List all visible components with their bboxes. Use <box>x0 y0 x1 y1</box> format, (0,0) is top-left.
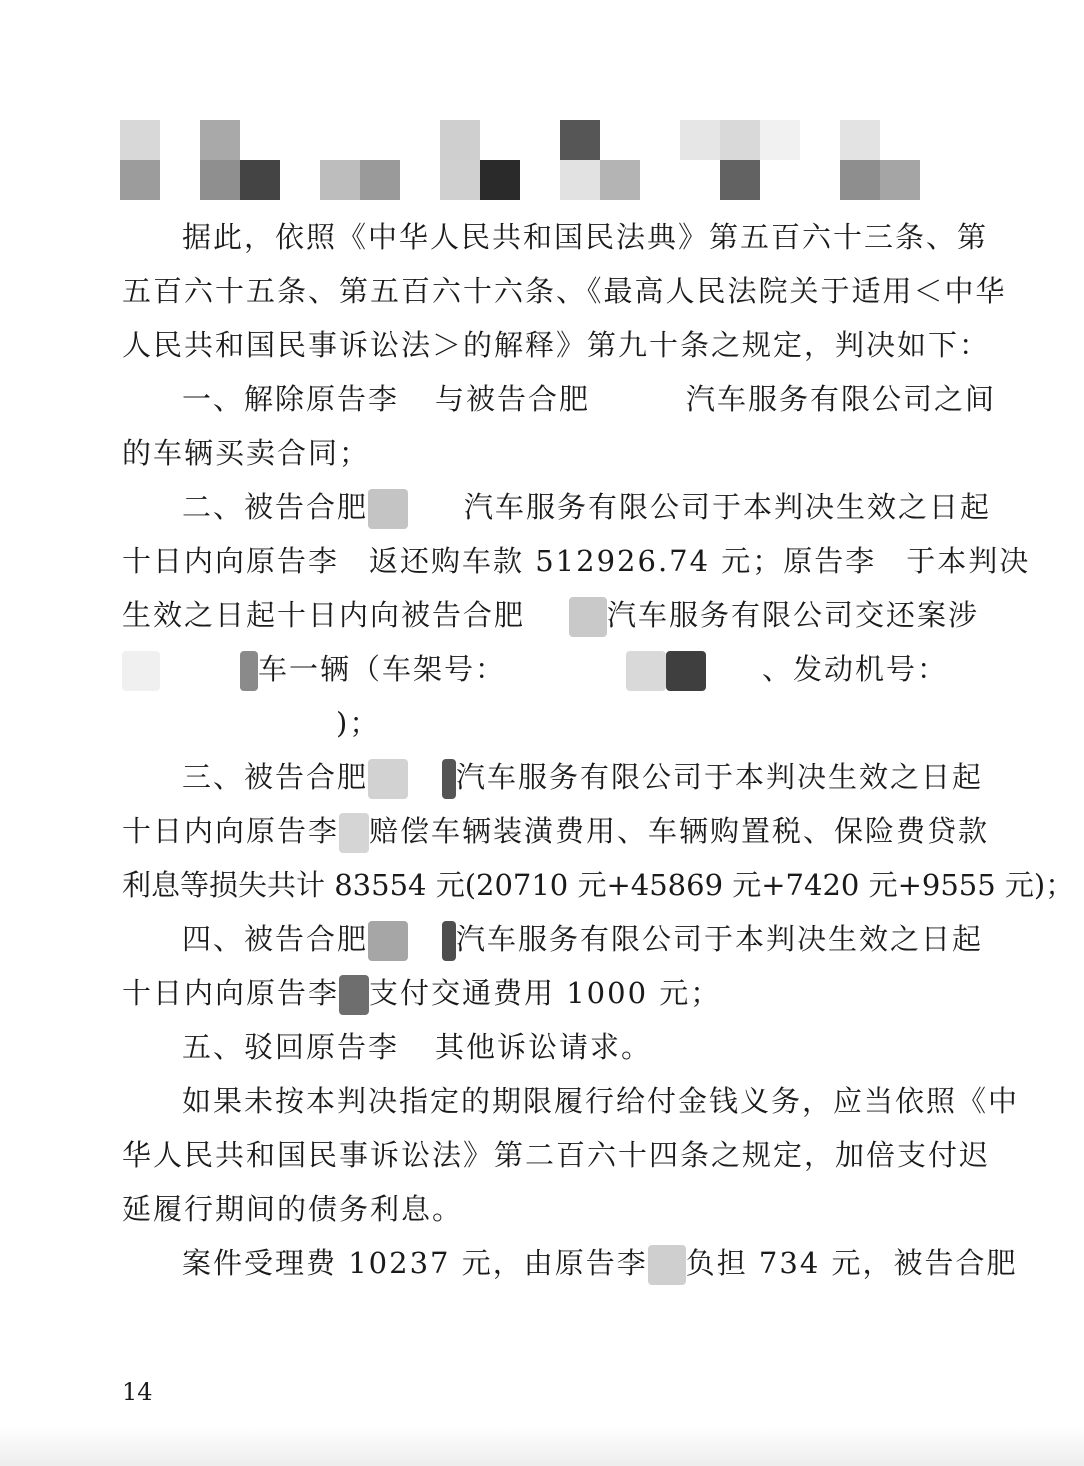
text-line: 二、被告合肥 汽车服务有限公司于本判决生效之日起 <box>122 480 967 534</box>
text-line: 华人民共和国民事诉讼法》第二百六十四条之规定，加倍支付迟 <box>122 1138 991 1172</box>
redacted-block <box>122 651 160 691</box>
redacted-block <box>339 975 369 1015</box>
text-line: 生效之日起十日内向被告合肥 汽车服务有限公司交还案涉 <box>122 588 967 642</box>
redacted-block <box>368 921 408 961</box>
text-line: 五百六十五条、第五百六十六条、《最高人民法院关于适用＜中华 <box>122 274 1007 308</box>
redacted-block <box>442 759 456 799</box>
text-line: 车一辆（车架号： 、发动机号： <box>122 642 967 696</box>
redacted-block <box>339 813 369 853</box>
redacted-block <box>240 651 258 691</box>
page-number: 14 <box>122 1378 153 1406</box>
text-line: 利息等损失共计 83554 元(20710 元+45869 元+7420 元+9555 元)； <box>122 868 1075 902</box>
redacted-block <box>368 489 408 529</box>
page-edge-shadow <box>0 1426 1084 1466</box>
redacted-block <box>666 651 706 691</box>
redacted-block <box>569 597 607 637</box>
text-line: 的车辆买卖合同； <box>122 436 371 470</box>
redacted-block <box>368 759 408 799</box>
text-line: 十日内向原告李 赔偿车辆装潢费用、车辆购置税、保险费贷款 <box>122 804 967 858</box>
text-line: 据此，依照《中华人民共和国民法典》第五百六十三条、第 <box>182 220 989 254</box>
text-line: 如果未按本判决指定的期限履行给付金钱义务，应当依照《中 <box>182 1084 1020 1118</box>
redacted-mosaic <box>120 120 960 200</box>
text-line: 案件受理费 10237 元，由原告李 负担 734 元，被告合肥 <box>122 1236 967 1290</box>
redacted-block <box>442 921 456 961</box>
text-line: 三、被告合肥 汽车服务有限公司于本判决生效之日起 <box>122 750 967 804</box>
text-line: 五、驳回原告李 其他诉讼请求。 <box>182 1030 653 1064</box>
text-line: 十日内向原告李 返还购车款 512926.74 元；原告李 于本判决 <box>122 544 1031 578</box>
text-line: 十日内向原告李 支付交通费用 1000 元； <box>122 966 967 1020</box>
redacted-block <box>626 651 666 691</box>
text-line: )； <box>336 706 381 740</box>
text-line: 一、解除原告李 与被告合肥 汽车服务有限公司之间 <box>182 382 997 416</box>
redacted-block <box>648 1245 686 1285</box>
text-line: 延履行期间的债务利息。 <box>122 1192 464 1226</box>
text-line: 四、被告合肥 汽车服务有限公司于本判决生效之日起 <box>122 912 967 966</box>
text-line: 人民共和国民事诉讼法＞的解释》第九十条之规定，判决如下： <box>122 328 991 362</box>
